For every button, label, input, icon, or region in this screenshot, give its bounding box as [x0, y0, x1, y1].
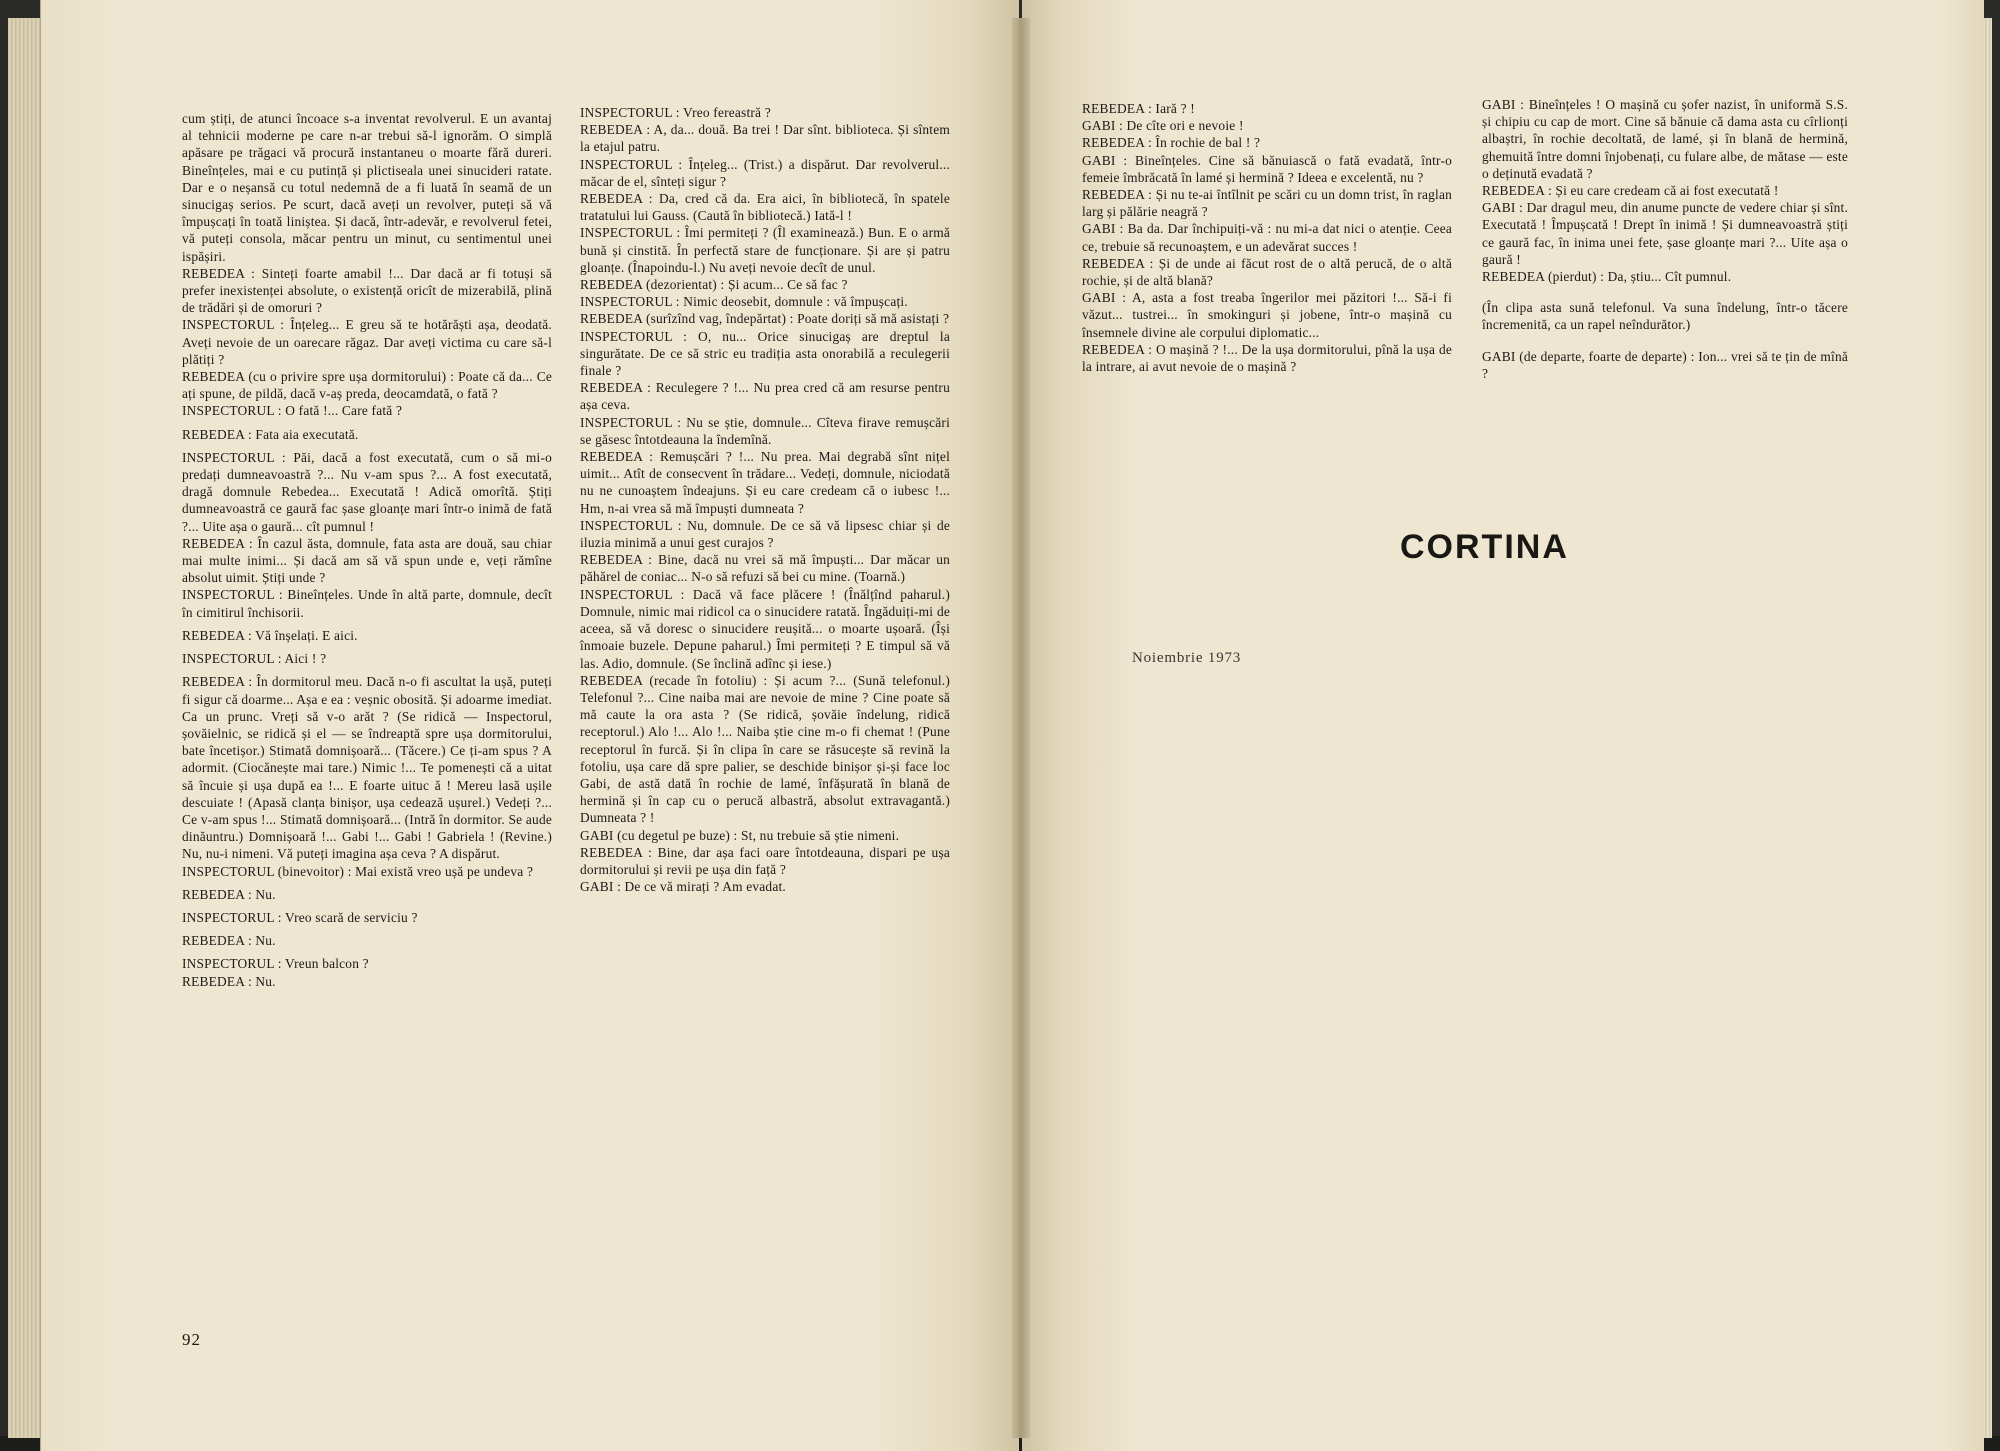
dialogue-line: INSPECTORUL : Nu, domnule. De ce să vă lipsesc chiar și de iluzia minimă a unui gest curajos ? [580, 517, 950, 551]
dialogue-line: INSPECTORUL : Nu se știe, domnule... Cîteva firave remușcări se găsesc întotdeauna la îndemînă. [580, 414, 950, 447]
right-column-2 [1482, 96, 1848, 382]
dialogue-line: GABI : De cîte ori e nevoie ! [1082, 118, 1244, 134]
dialogue-line: REBEDEA : Reculegere ? !... Nu prea cred că am resurse pentru așa ceva. [580, 380, 950, 413]
text-paragraph: cum știți, de atunci încoace s-a inventat revolverul. E un avantaj al tehnicii moderne pe care n-ar trebui să-l ignorăm. O simplă apăsare pe trăgaci vă procură instantaneu o moarte fără dureri. Bineînțeles, mai e cu putință și plictiseala unei sinucideri ratate. Dar e o neșansă cu totul nedemnă de a fi luată în seamă de un sinucigaș serios. Pe scurt, dacă aveți un revolver, puteți să vă împușcați în toată liniștea. Și dacă, într-adevăr, e revolverul fetei, vă puteți consola, măcar pentru un minut, cu sentimentul unei ispășiri. [182, 111, 552, 264]
dialogue-line: REBEDEA : Nu. [182, 973, 276, 989]
dialogue-line: INSPECTORUL : Bineînțeles. Unde în altă parte, domnule, decît în cimitirul închisorii. [182, 587, 552, 620]
dialogue-line: REBEDEA (pierdut) : Da, știu... Cît pumnul. [1482, 269, 1732, 285]
dialogue-line: REBEDEA : În rochie de bal ! ? [1082, 135, 1261, 151]
dialogue-line: INSPECTORUL : Înțeleg... (Trist.) a dispărut. Dar revolverul... măcar de el, sînteți sigur ? [580, 156, 950, 189]
dialogue-line: REBEDEA : Sinteți foarte amabil !... Dar dacă ar fi totuși să prefer inexistenței absolute, o existență oricît de mizerabilă, plină de trădări și de omoruri ? [182, 265, 552, 316]
dialogue-line: REBEDEA : Remușcări ? !... Nu prea. Mai degrabă sînt nițel uimit... Atît de consecvent în trădare... Vedeți, domnule, niciodată nu ne cunoaștem îndeajuns. Și eu care credeam că o iubesc !... Hm, n-ai vrea să mă împuști dumneata ? [580, 449, 950, 516]
dialogue-line: REBEDEA : În cazul ăsta, domnule, fata asta are două, sau chiar mai multe inimi... Și dacă am să vă spun unde e, veți rămîne absolut uimit. Știți unde ? [182, 535, 552, 586]
dialogue-line: GABI (de departe, foarte de departe) : Ion... vrei să te țin de mînă ? [1482, 348, 1848, 381]
dialogue-line: REBEDEA : Vă înșelați. E aici. [182, 627, 358, 643]
dialogue-line: GABI : Ba da. Dar închipuiți-vă : nu mi-a dat nici o atenție. Ceea ce, trebuie să recunoaștem, e un adevărat succes ! [1082, 221, 1452, 254]
left-column-1 [182, 110, 552, 990]
dialogue-line: GABI : Dar dragul meu, din anume puncte de vedere chiar și sînt. Executată ! Împușcată ! Drept în inimă ! Și dumneavoastră știți ce gaură fac, în inima unei fete, șase gloanțe mari ?... Uite așa o gaură ! [1482, 200, 1848, 267]
page-edge-left [8, 18, 40, 1438]
dialogue-line: REBEDEA : Nu. [182, 933, 276, 949]
dialogue-line: GABI (cu degetul pe buze) : St, nu trebuie să știe nimeni. [580, 827, 900, 843]
page-number: 92 [182, 1330, 201, 1349]
dialogue-line: INSPECTORUL : Păi, dacă a fost executată, cum o să mi-o predați dumneavoastră ?... Nu v-am spus ?... A fost executată, dragă domnule Rebedea... Executată ! Adică omorîtă. Știți dumneavoastră ce gaură fac șase gloanțe mari într-o inimă de fată ?... Uite așa o gaură... cît pumnul ! [182, 449, 552, 534]
left-column-2 [580, 104, 950, 895]
end-title: CORTINA [1400, 528, 1569, 566]
dialogue-line: REBEDEA : Bine, dacă nu vrei să mă împuști... Dar măcar un păhărel de coniac... N-o să refuzi să bei cu mine. (Toarnă.) [580, 552, 950, 585]
right-column-1 [1082, 100, 1452, 375]
dialogue-line: GABI : Bineînțeles. Cine să bănuiască o fată evadată, într-o femeie îmbrăcată în lamé și hermină ? Ideea e excelentă, nu ? [1082, 152, 1452, 185]
dialogue-line: INSPECTORUL : Dacă vă face plăcere ! (Înălțînd paharul.) Domnule, nimic mai ridicol ca o sinucidere ratată. Îngăduiți-mi de aceea, să vă doresc o sinucidere reușită... o moarte ușoară. (Își înmoaie buzele. Depune paharul.) Îmi permiteți ? E timpul să vă las. Adio, domnule. (Se înclină adînc și iese.) [580, 586, 950, 671]
stage-direction: (În clipa asta sună telefonul. Va suna îndelung, într-o tăcere încremenită, ca un rapel neîndurător.) [1482, 300, 1848, 333]
dialogue-line: REBEDEA : În dormitorul meu. Dacă n-o fi ascultat la ușă, puteți fi sigur că doarme... Așa e ea : veșnic obosită. Și adoarme imediat. Ca un prunc. Vreți să v-o arăt ? (Se ridică — Inspectorul, șovăielnic, se ridică și el — se îndreaptă spre ușa dormitorului, bate încetișor.) Stimată domnișoară... (Tăcere.) Ce ți-am spus ? A adormit. (Ciocănește mai tare.) Nimic !... Te pomenești că a uitat să încuie și ușa după ea !... E foarte uituc ă ! Mereu lasă ușile descuiate ! (Apasă clanța binișor, ușa cedează ușurel.) Vedeți ?... Ce v-am spus !... Stimată domnișoară... (Intră în dormitor. Se aude dinăuntru.) Domnișoară !... Gabi !... Gabi ! Gabriela ! (Revine.) Nu, nu-i nimeni. Vă puteți imagina așa ceva ? A dispărut. [182, 674, 552, 862]
book-gutter [1012, 18, 1030, 1438]
dialogue-line: INSPECTORUL : Vreo scară de serviciu ? [182, 909, 418, 925]
dialogue-line: INSPECTORUL : Vreun balcon ? [182, 956, 369, 972]
dialogue-line: REBEDEA : Iară ? ! [1082, 101, 1195, 116]
dialogue-line: REBEDEA : Fata aia executată. [182, 426, 359, 442]
dialogue-line: REBEDEA : O mașină ? !... De la ușa dormitorului, pînă la ușa de la intrare, ai avut nevoie de o mașină ? [1082, 341, 1452, 375]
dialogue-line: REBEDEA (cu o privire spre ușa dormitorului) : Poate că da... Ce ați spune, de pildă, dacă v-aș preda, deocamdată, o fată ? [182, 369, 552, 402]
dialogue-line: GABI : De ce vă mirați ? Am evadat. [580, 879, 786, 895]
dialogue-line: INSPECTORUL (binevoitor) : Mai există vreo ușă pe undeva ? [182, 863, 534, 879]
dialogue-line: REBEDEA : Nu. [182, 886, 276, 902]
dialogue-line: INSPECTORUL : Înțeleg... E greu să te hotărăști așa, deodată. Aveți nevoie de un oarecare răgaz. Dar aveți victima cu care să-l plătiți ? [182, 317, 552, 367]
dialogue-line: GABI : A, asta a fost treaba îngerilor mei păzitori !... Să-i fi văzut... tustrei... în smokinguri și jobene, într-o mașină cu însemnele divine ale corpului diplomatic... [1082, 290, 1452, 340]
dialogue-line: INSPECTORUL : Nimic deosebit, domnule : vă împușcați. [580, 294, 908, 310]
dialogue-line: INSPECTORUL : O, nu... Orice sinucigaș are dreptul la singurătate. De ce să stric eu tradiția asta onorabilă a reculegerii finale ? [580, 328, 950, 379]
dialogue-line: REBEDEA : Bine, dar așa faci oare întotdeauna, dispari pe ușa dormitorului și revii pe ușa din față ? [580, 844, 950, 877]
dialogue-line: REBEDEA (recade în fotoliu) : Și acum ?... (Sună telefonul.) Telefonul ?... Cine naiba mai are nevoie de mine ? Cine poate să mă caute la ora asta ? (Se ridică, șovăie îndelung, ridică receptorul.) Alo !... Alo !... Naiba știe cine m-o fi chemat ! (Pune receptorul în furcă. Și în clipa în care se răsucește să revină la fotoliu, ușa care dă spre palier, se deschide binișor și-și face loc Gabi, de astă dată în rochie de lamé, înfășurată în blană de hermină și în cap cu o perucă albastră, absolut extravagantă.) Dumneata ? ! [580, 672, 950, 826]
dialogue-line: INSPECTORUL : Vreo fereastră ? [580, 105, 771, 120]
dialogue-line: INSPECTORUL : Aici ! ? [182, 651, 327, 667]
dialogue-line: REBEDEA (dezorientat) : Și acum... Ce să fac ? [580, 277, 848, 293]
dialogue-line: REBEDEA : Și eu care credeam că ai fost executată ! [1482, 183, 1779, 199]
dialogue-line: REBEDEA : Și de unde ai făcut rost de o altă perucă, de o altă rochie, și de altă blană? [1082, 255, 1452, 289]
dialogue-line: GABI : Bineînțeles ! O mașină cu șofer nazist, în uniformă S.S. și chipiu cu cap de mort. Cine să bănuie că dama asta cu cîrlionți albaștri, în rochie decoltată, de lamé, și în blană de hermină, ghemuită între domni înjobenați, cu fulare albe, de mătase — este o deținută evadată ? [1482, 97, 1848, 181]
dialogue-line: REBEDEA : A, da... două. Ba trei ! Dar sînt. biblioteca. Și sîntem la etajul patru. [580, 122, 950, 155]
dialogue-line: REBEDEA (surîzînd vag, îndepărtat) : Poate doriți să mă asistați ? [580, 311, 950, 327]
date-line: Noiembrie 1973 [1132, 650, 1242, 666]
dialogue-line: INSPECTORUL : O fată !... Care fată ? [182, 403, 403, 419]
dialogue-line: REBEDEA : Și nu te-ai întîlnit pe scări cu un domn trist, în raglan larg și pălărie neagră ? [1082, 187, 1452, 220]
dialogue-line: INSPECTORUL : Îmi permiteți ? (Îl examinează.) Bun. E o armă bună și cinstită. În perfectă stare de funcționare. Și are și patru gloanțe. (Înapoindu-l.) Nu aveți nevoie decît de unul. [580, 225, 950, 275]
dialogue-line: REBEDEA : Da, cred că da. Era aici, în bibliotecă, în spatele tratatului lui Gauss. (Caută în bibliotecă.) Iată-l ! [580, 191, 950, 224]
